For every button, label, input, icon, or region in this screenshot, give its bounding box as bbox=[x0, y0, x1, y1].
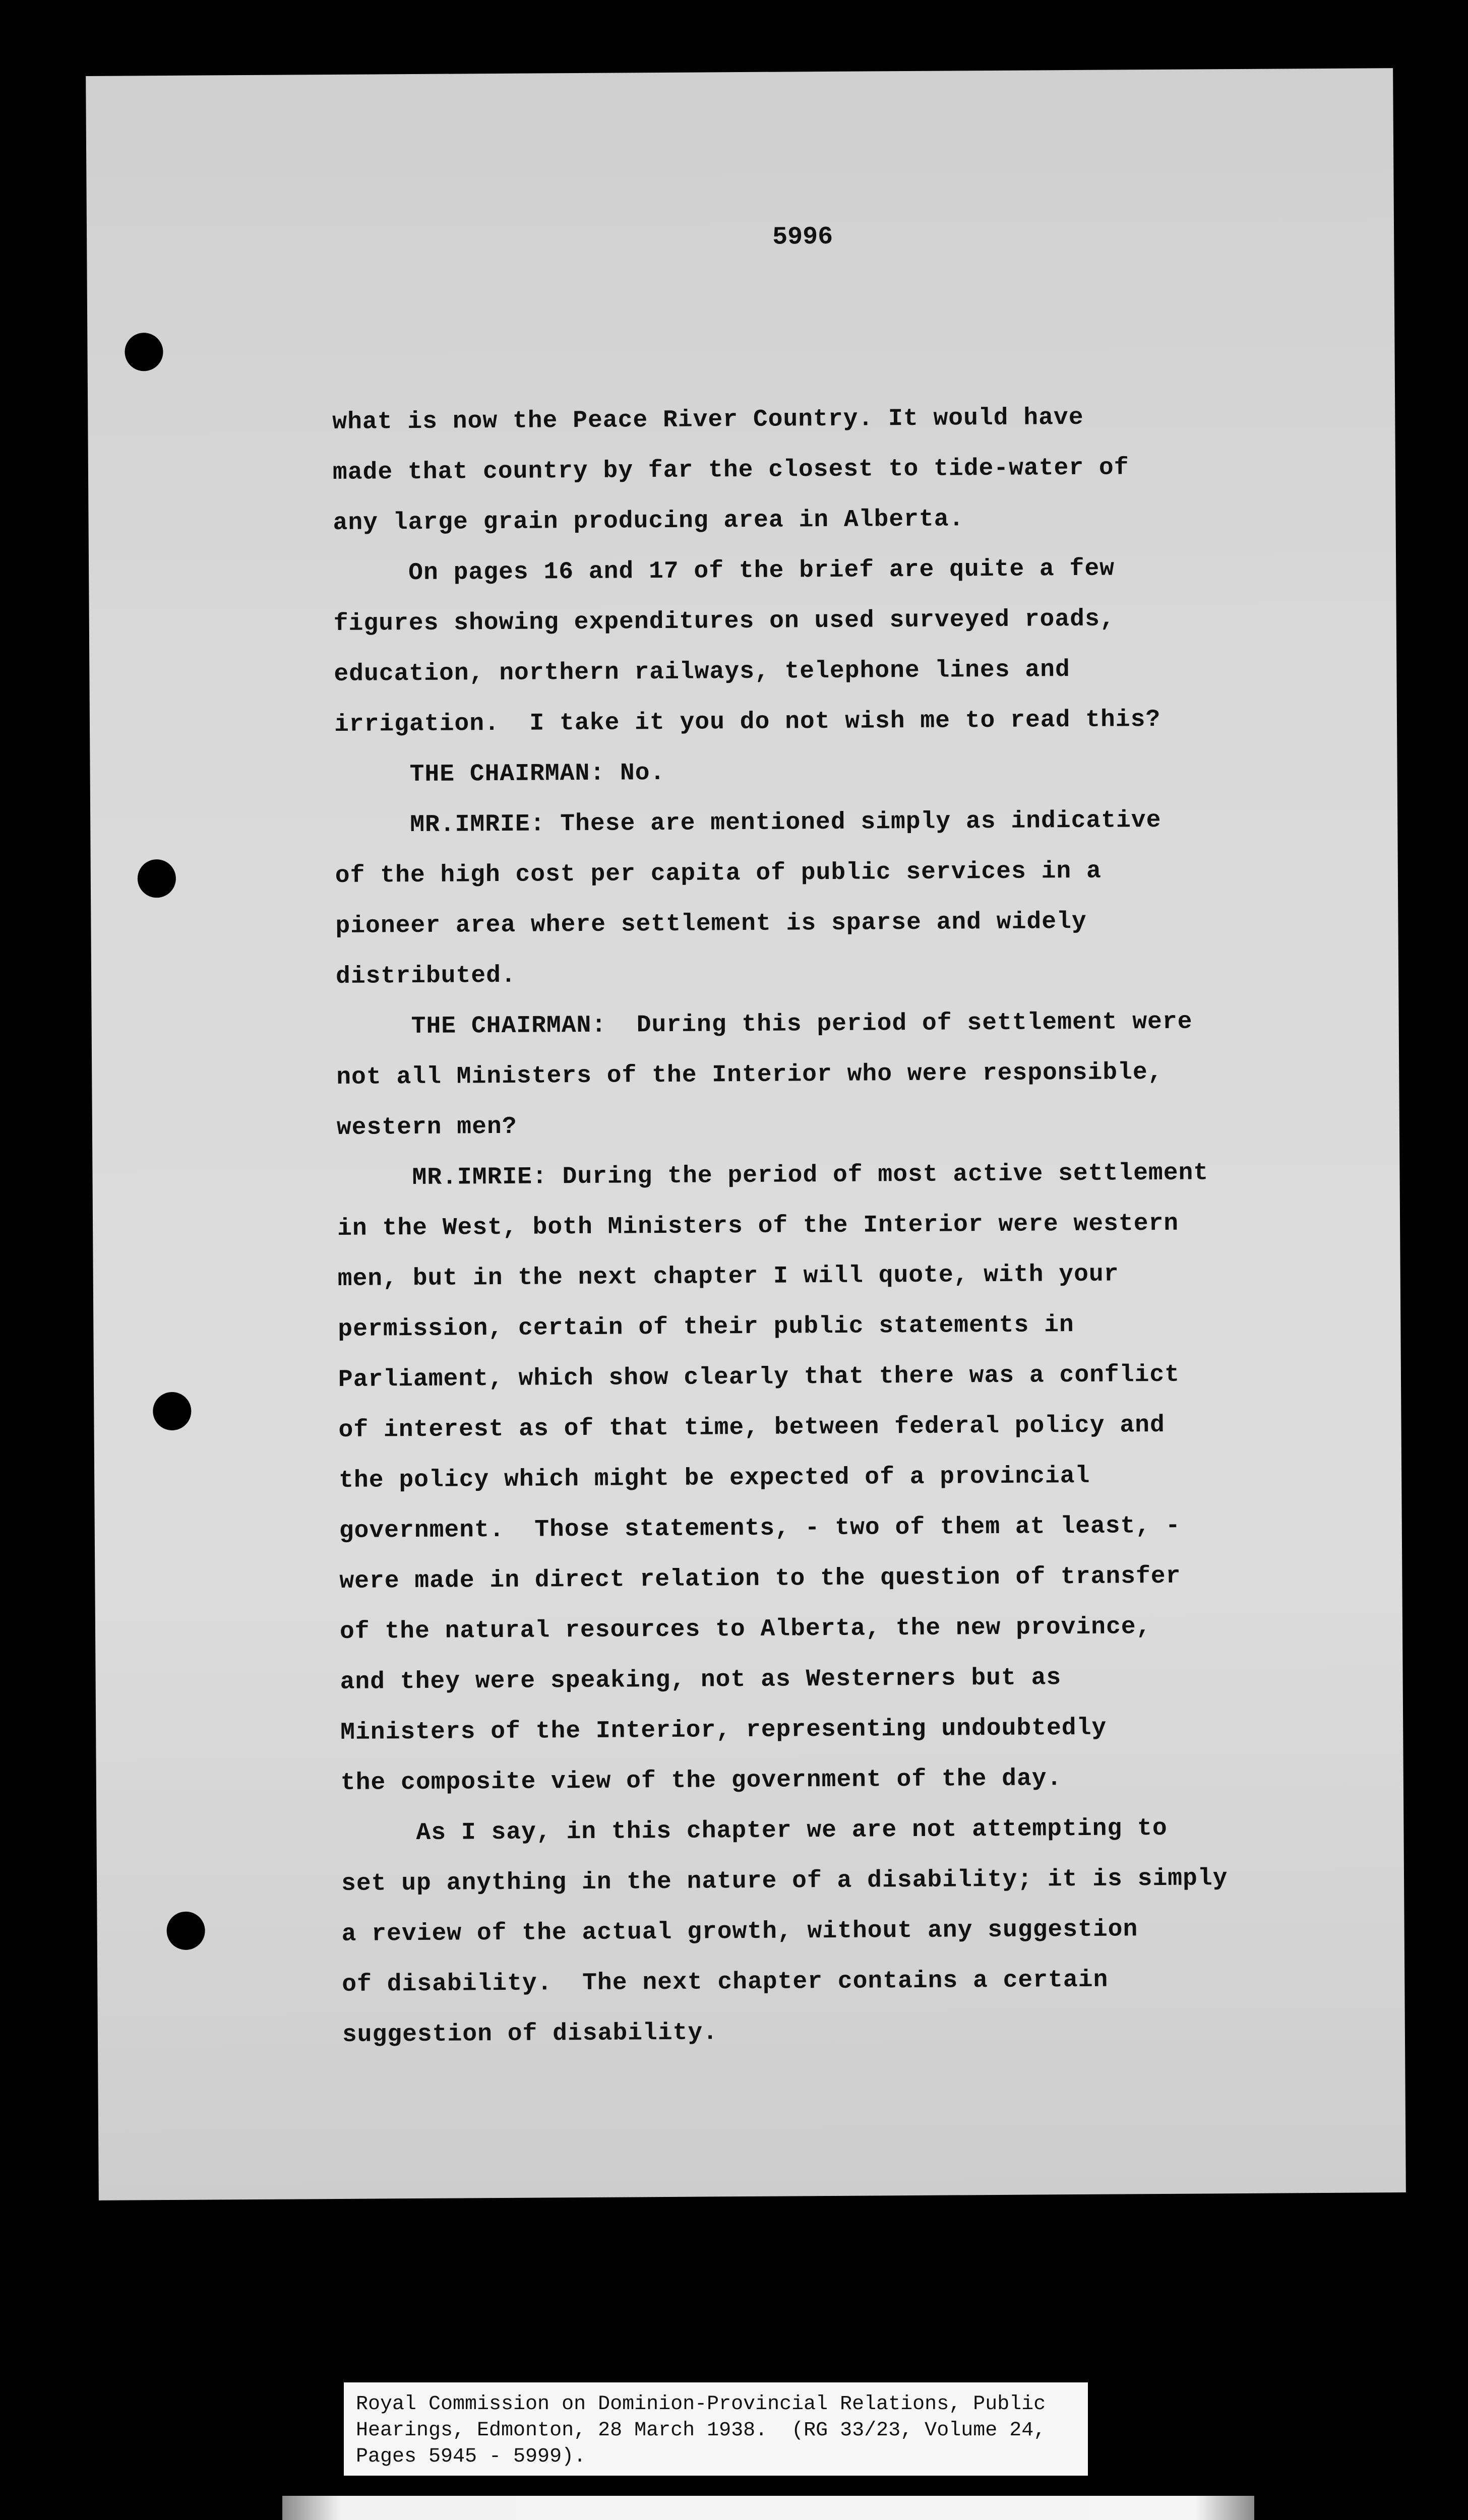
text-line: permission, certain of their public statements in bbox=[338, 1311, 1074, 1343]
text-line: any large grain producing area in Alberta. bbox=[333, 506, 964, 537]
text-line: THE CHAIRMAN: No. bbox=[334, 759, 665, 789]
source-caption bbox=[344, 2382, 1088, 2476]
punch-hole bbox=[125, 333, 163, 371]
caption-line: Hearings, Edmonton, 28 March 1938. (RG 33/23, Volume 24, bbox=[356, 2419, 1046, 2442]
caption-line: Pages 5945 - 5999). bbox=[356, 2445, 586, 2468]
text-line: figures showing expenditures on used surveyed roads, bbox=[333, 605, 1115, 638]
text-line: government. Those statements, - two of them at least, - bbox=[339, 1512, 1181, 1545]
text-line: made that country by far the closest to tide-water of bbox=[332, 454, 1129, 486]
text-line: the policy which might be expected of a provincial bbox=[339, 1462, 1090, 1494]
text-line: were made in direct relation to the question of transfer bbox=[339, 1562, 1181, 1595]
text-line: On pages 16 and 17 of the brief are quite a few bbox=[333, 555, 1115, 587]
archives-stamp bbox=[282, 2496, 1254, 2520]
text-line: and they were speaking, not as Westerners but as bbox=[340, 1664, 1062, 1696]
document-page bbox=[86, 68, 1406, 2200]
text-line: in the West, both Ministers of the Interior were western bbox=[337, 1210, 1179, 1242]
transcript-text bbox=[332, 391, 1351, 2060]
caption-line: Royal Commission on Dominion-Provincial Relations, Public bbox=[356, 2393, 1046, 2416]
punch-hole bbox=[153, 1392, 191, 1430]
text-line: men, but in the next chapter I will quote, with your bbox=[337, 1261, 1119, 1293]
text-line: of the high cost per capita of public services in a bbox=[335, 857, 1102, 890]
text-line: MR.IMRIE: These are mentioned simply as indicative bbox=[335, 806, 1161, 839]
text-line: As I say, in this chapter we are not attempting to bbox=[341, 1814, 1168, 1847]
text-line: not all Ministers of the Interior who were responsible, bbox=[336, 1058, 1163, 1091]
text-line: MR.IMRIE: During the period of most active settlement bbox=[337, 1159, 1209, 1192]
text-line: the composite view of the government of the day. bbox=[340, 1765, 1062, 1797]
text-line: education, northern railways, telephone lines and bbox=[334, 656, 1070, 688]
text-line: Ministers of the Interior, representing undoubtedly bbox=[340, 1714, 1107, 1746]
text-line: of disability. The next chapter contains a certain bbox=[342, 1966, 1109, 1998]
text-line: a review of the actual growth, without any suggestion bbox=[341, 1916, 1138, 1948]
text-line: irrigation. I take it you do not wish me to read this? bbox=[334, 706, 1161, 738]
text-line: suggestion of disability. bbox=[342, 2019, 718, 2049]
text-line: western men? bbox=[336, 1113, 517, 1142]
text-line: of the natural resources to Alberta, the new province, bbox=[339, 1613, 1151, 1646]
punch-hole bbox=[166, 1912, 205, 1950]
text-line: Parliament, which show clearly that there was a conflict bbox=[338, 1361, 1180, 1394]
text-line: what is now the Peace River Country. It would have bbox=[332, 404, 1084, 436]
text-line: set up anything in the nature of a disability; it is simply bbox=[341, 1865, 1228, 1898]
punch-hole bbox=[138, 859, 176, 898]
text-line: of interest as of that time, between federal policy and bbox=[338, 1411, 1165, 1444]
text-line: THE CHAIRMAN: During this period of settlement were bbox=[336, 1008, 1193, 1041]
text-line: pioneer area where settlement is sparse and widely bbox=[335, 908, 1087, 940]
text-line: distributed. bbox=[335, 962, 516, 990]
page-number: 5996 bbox=[772, 222, 833, 252]
